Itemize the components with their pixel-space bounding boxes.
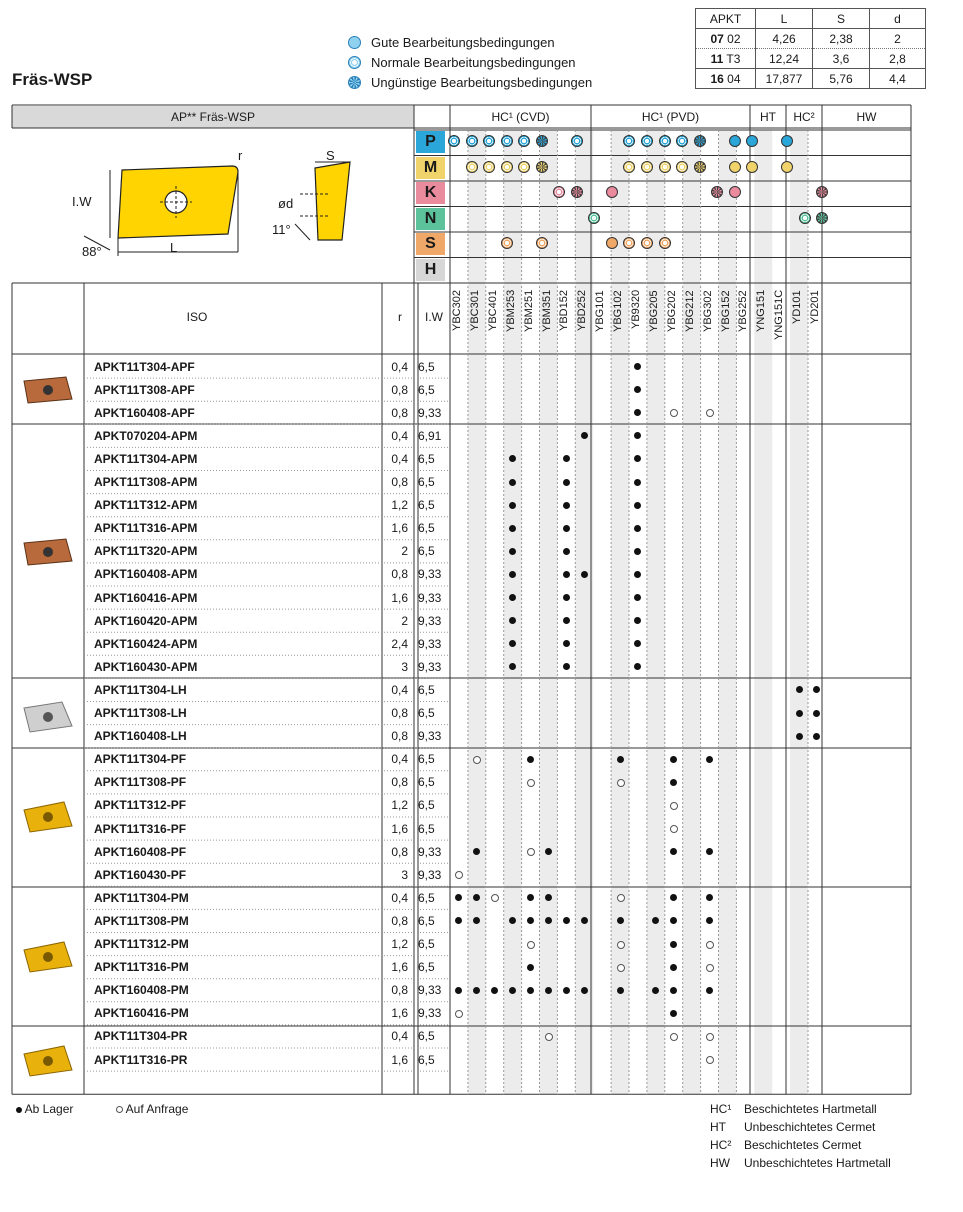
group-hc1-pvd: HC¹ (PVD): [641, 110, 700, 124]
good-condition-icon: [606, 237, 618, 249]
radius-value: 0,4: [391, 890, 408, 905]
normal-condition-icon: [623, 161, 635, 173]
request-ring: [617, 894, 625, 902]
stock-dot: [509, 571, 516, 578]
bad-condition-icon: [694, 161, 706, 173]
abbrev-text: Beschichtetes Hartmetall: [744, 1102, 877, 1116]
request-ring: [706, 964, 714, 972]
on-request-label: Auf Anfrage: [125, 1102, 189, 1116]
radius-value: 0,8: [391, 729, 408, 744]
insert-image-lh: [22, 700, 74, 734]
dims-cell: 2,8: [870, 49, 926, 69]
lw-value: 6,5: [418, 682, 435, 697]
lw-value: 9,33: [418, 844, 442, 859]
iso-code: APKT11T304-PR: [94, 1029, 188, 1044]
lw-value: 6,5: [418, 775, 435, 790]
iso-code: APKT160408-APF: [94, 405, 195, 420]
lw-value: 6,5: [418, 960, 435, 975]
radius-value: 0,4: [391, 359, 408, 374]
iso-code: APKT11T308-APF: [94, 382, 195, 397]
request-ring: [527, 779, 535, 787]
stock-dot: [617, 917, 624, 924]
grade-label: YBC401: [486, 290, 499, 331]
bad-condition-icon: [571, 186, 583, 198]
radius-value: 2,4: [391, 636, 408, 651]
lw-value: 6,5: [418, 1029, 435, 1044]
radius-value: 0,4: [391, 451, 408, 466]
iso-code: APKT11T304-APF: [94, 359, 195, 374]
grade-label: YBC301: [468, 290, 481, 331]
normal-condition-icon: [448, 135, 460, 147]
material-n: N: [416, 208, 445, 230]
radius-value: 0,8: [391, 913, 408, 928]
dims-cell: 4,26: [756, 29, 813, 49]
bad-condition-icon: [536, 161, 548, 173]
radius-value: 0,4: [391, 682, 408, 697]
lw-value: 9,33: [418, 405, 442, 420]
good-condition-icon: [729, 135, 741, 147]
bad-condition-icon: [816, 212, 828, 224]
radius-value: 0,8: [391, 706, 408, 720]
radius-value: 0,4: [391, 1029, 408, 1044]
radius-value: 0,8: [391, 844, 408, 859]
grade-label: YBG205: [647, 290, 660, 332]
dims-header: APKT: [696, 9, 756, 29]
normal-condition-icon: [536, 237, 548, 249]
radius-value: 1,6: [391, 590, 408, 605]
abbrev-key: HC²: [710, 1138, 732, 1152]
radius-value: 3: [401, 659, 408, 674]
iso-code: APKT160408-APM: [94, 567, 198, 582]
radius-value: 1,2: [391, 798, 408, 813]
legend-label: Ungünstige Bearbeitungsbedingungen: [371, 74, 593, 90]
iso-code: APKT11T304-LH: [94, 682, 187, 697]
lw-value: 6,5: [418, 498, 435, 513]
request-ring: [617, 779, 625, 787]
stock-dot: [670, 1010, 677, 1017]
lw-value: 6,5: [418, 798, 435, 813]
grade-label: YBM351: [540, 290, 553, 333]
drawing-s: S: [326, 148, 335, 163]
stock-dot: [563, 502, 570, 509]
lw-value: 6,5: [418, 706, 435, 720]
stock-dot: [670, 779, 677, 786]
radius-value: 1,6: [391, 1052, 408, 1067]
grade-label: YBG302: [701, 290, 714, 332]
iso-code: APKT160408-PF: [94, 844, 187, 859]
drawing-angle-11: 11°: [272, 222, 291, 237]
bad-condition-icon: [694, 135, 706, 147]
stock-dot: [581, 987, 588, 994]
lw-value: 9,33: [418, 659, 442, 674]
stock-dot: [509, 525, 516, 532]
group-ht: HT: [760, 110, 776, 124]
dims-header: S: [813, 9, 870, 29]
stock-dot: [706, 987, 713, 994]
stock-dot: [545, 987, 552, 994]
dims-header: d: [870, 9, 926, 29]
iso-code: APKT160408-LH: [94, 729, 187, 744]
normal-condition-icon: [641, 135, 653, 147]
stock-dot: [509, 548, 516, 555]
radius-value: 0,4: [391, 752, 408, 767]
good-condition-icon: [606, 186, 618, 198]
good-condition-icon: [729, 161, 741, 173]
lw-value: 9,33: [418, 729, 442, 744]
dims-cell: 4,4: [870, 69, 926, 89]
grade-label: YNG151C: [773, 290, 786, 341]
group-hc2: HC²: [793, 110, 815, 124]
stock-dot: [563, 987, 570, 994]
good-condition-icon: [781, 161, 793, 173]
drawing-d: ød: [278, 196, 294, 211]
grade-label: YD201: [809, 290, 821, 324]
stock-dot: [491, 987, 498, 994]
stock-dot: [670, 964, 677, 971]
grade-label: YBG101: [594, 290, 607, 332]
request-ring: [527, 941, 535, 949]
insert-image-pm: [22, 940, 74, 974]
iso-code: APKT160424-APM: [94, 636, 198, 651]
grade-label: YBM253: [504, 290, 517, 333]
stock-dot: [634, 479, 641, 486]
dims-size: 11 T3: [696, 49, 756, 69]
lw-header: I.W: [425, 310, 443, 324]
grade-label: YBG102: [612, 290, 625, 332]
stock-dot: [670, 756, 677, 763]
lw-value: 9,33: [418, 636, 442, 651]
stock-dot: [509, 479, 516, 486]
lw-value: 6,5: [418, 821, 435, 836]
iso-code: APKT11T308-PF: [94, 775, 187, 790]
good-condition-icon: [746, 161, 758, 173]
stock-dot: [563, 525, 570, 532]
drawing-angle-88: 88°: [82, 244, 102, 259]
abbrev-text: Beschichtetes Cermet: [744, 1138, 862, 1152]
iso-code: APKT11T308-APM: [94, 475, 198, 489]
iso-code: APKT11T320-APM: [94, 544, 198, 559]
iso-header: ISO: [186, 310, 208, 324]
iso-code: APKT11T304-PF: [94, 752, 187, 767]
stock-dot: [527, 964, 534, 971]
request-ring: [706, 1056, 714, 1064]
radius-value: 1,6: [391, 1006, 408, 1021]
abbrev-key: HC¹: [710, 1102, 732, 1116]
request-ring: [706, 941, 714, 949]
radius-value: 0,8: [391, 382, 408, 397]
insert-type-header: AP** Fräs-WSP: [170, 110, 255, 124]
request-ring: [545, 1033, 553, 1041]
radius-value: 0,4: [391, 428, 408, 443]
lw-value: 6,5: [418, 937, 435, 951]
radius-value: 0,8: [391, 983, 408, 998]
iso-code: APKT070204-APM: [94, 428, 198, 443]
request-ring-icon: [116, 1106, 123, 1113]
radius-value: 1,6: [391, 521, 408, 536]
lw-value: 6,5: [418, 890, 435, 905]
radius-value: 2: [401, 613, 408, 628]
stock-dot: [527, 987, 534, 994]
drawing-r: r: [238, 148, 243, 163]
radius-value: 0,8: [391, 567, 408, 582]
material-s: S: [416, 233, 445, 255]
iso-code: APKT160408-PM: [94, 983, 189, 998]
normal-condition-icon: [799, 212, 811, 224]
normal-condition-icon: [501, 237, 513, 249]
material-k: K: [416, 182, 445, 204]
stock-dot: [563, 617, 570, 624]
radius-value: 0,8: [391, 475, 408, 489]
radius-value: 0,8: [391, 405, 408, 420]
lw-value: 6,5: [418, 1052, 435, 1067]
grade-label: YBM251: [522, 290, 535, 333]
dims-cell: 2: [870, 29, 926, 49]
normal-condition-icon: [641, 161, 653, 173]
material-h: H: [416, 259, 445, 281]
bad-condition-icon: [536, 135, 548, 147]
grade-label: YNG151: [755, 290, 768, 333]
lw-value: 9,33: [418, 613, 442, 628]
drawing-lw: I.W: [72, 194, 92, 209]
normal-condition-icon: [659, 135, 671, 147]
normal-condition-icon: [466, 135, 478, 147]
iso-code: APKT11T316-PF: [94, 821, 187, 836]
normal-condition-icon: [501, 135, 513, 147]
insert-image-apm: [22, 537, 74, 567]
lw-value: 6,5: [418, 359, 435, 374]
insert-image-pr: [22, 1044, 74, 1078]
iso-code: APKT160416-PM: [94, 1006, 189, 1021]
iso-code: APKT11T312-APM: [94, 498, 198, 513]
grade-label: YBC302: [451, 290, 463, 331]
lw-value: 6,91: [418, 428, 442, 443]
stock-dot: [563, 479, 570, 486]
lw-value: 6,5: [418, 913, 435, 928]
grade-label: YBG152: [719, 290, 732, 332]
drawing-l: L: [170, 240, 178, 255]
stock-dot: [617, 756, 624, 763]
stock-dot: [527, 756, 534, 763]
stock-dot: [563, 594, 570, 601]
group-hw: HW: [856, 110, 877, 124]
radius-value: 1,6: [391, 960, 408, 975]
abbrev-key: HW: [710, 1156, 730, 1170]
iso-code: APKT11T304-APM: [94, 451, 198, 466]
grade-label: YBD152: [558, 290, 571, 331]
normal-condition-icon: [483, 135, 495, 147]
legend-label: Gute Bearbeitungsbedingungen: [371, 34, 555, 50]
lw-value: 9,33: [418, 983, 442, 998]
normal-condition-icon: [676, 135, 688, 147]
iso-code: APKT11T308-LH: [94, 706, 187, 720]
stock-dot: [509, 987, 516, 994]
dims-size: 07 02: [696, 29, 756, 49]
normal-condition-icon: [659, 237, 671, 249]
normal-condition-icon: [483, 161, 495, 173]
stock-dot: [563, 640, 570, 647]
stock-dot: [813, 710, 820, 717]
iso-code: APKT160430-APM: [94, 659, 198, 674]
material-p: P: [416, 131, 445, 153]
stock-dot: [796, 733, 803, 740]
r-header: r: [398, 310, 402, 324]
group-hc1-cvd: HC¹ (CVD): [491, 110, 550, 124]
dims-size: 16 04: [696, 69, 756, 89]
lw-value: 6,5: [418, 752, 435, 767]
insert-image-pf: [22, 800, 74, 834]
lw-value: 6,5: [418, 544, 435, 559]
radius-value: 1,2: [391, 937, 408, 951]
iso-code: APKT11T316-PM: [94, 960, 189, 975]
request-ring: [617, 964, 625, 972]
abbrev-key: HT: [710, 1120, 726, 1134]
insert-image-apf: [22, 375, 74, 405]
grade-label: YB9320: [630, 290, 642, 330]
stock-dot: [617, 987, 624, 994]
iso-code: APKT11T312-PM: [94, 937, 189, 951]
lw-value: 9,33: [418, 590, 442, 605]
iso-code: APKT11T316-PR: [94, 1052, 188, 1067]
normal-condition-icon: [659, 161, 671, 173]
radius-value: 1,2: [391, 498, 408, 513]
legend-label: Normale Bearbeitungsbedingungen: [371, 54, 576, 70]
iso-code: APKT160416-APM: [94, 590, 198, 605]
iso-code: APKT160420-APM: [94, 613, 198, 628]
normal-condition-icon: [501, 161, 513, 173]
request-ring: [617, 941, 625, 949]
dims-cell: 17,877: [756, 69, 813, 89]
normal-condition-icon: [588, 212, 600, 224]
stock-dot: [670, 941, 677, 948]
grade-label: YBG202: [665, 290, 678, 332]
request-ring: [706, 1033, 714, 1041]
iso-code: APKT11T304-PM: [94, 890, 189, 905]
iso-code: APKT11T312-PF: [94, 798, 187, 813]
stock-dot-icon: [16, 1107, 22, 1113]
normal-condition-icon: [676, 161, 688, 173]
normal-condition-icon: [641, 237, 653, 249]
page-title: Fräs-WSP: [12, 70, 93, 89]
stock-dot: [581, 571, 588, 578]
iso-code: APKT11T308-PM: [94, 913, 189, 928]
lw-value: 9,33: [418, 1006, 442, 1021]
stock-dot: [563, 571, 570, 578]
stock-dot: [796, 686, 803, 693]
radius-value: 3: [401, 867, 408, 882]
iso-code: APKT11T316-APM: [94, 521, 198, 536]
grade-label: YBG252: [737, 290, 750, 332]
stock-dot: [509, 502, 516, 509]
radius-value: 2: [401, 544, 408, 559]
lw-value: 9,33: [418, 867, 442, 882]
dims-header: L: [756, 9, 813, 29]
material-m: M: [416, 157, 445, 179]
stock-dot: [706, 756, 713, 763]
grade-label: YD101: [791, 290, 804, 324]
lw-value: 6,5: [418, 475, 435, 489]
stock-dot: [670, 987, 677, 994]
grade-label: YBG212: [683, 290, 696, 332]
good-condition-icon: [729, 186, 741, 198]
iso-code: APKT160430-PF: [94, 867, 187, 882]
dims-cell: 3,6: [813, 49, 870, 69]
normal-condition-icon: [466, 161, 478, 173]
stock-dot: [796, 710, 803, 717]
lw-value: 6,5: [418, 382, 435, 397]
lw-value: 9,33: [418, 567, 442, 582]
abbrev-text: Unbeschichtetes Cermet: [744, 1120, 876, 1134]
grade-label: YBD252: [576, 290, 589, 331]
lw-value: 6,5: [418, 451, 435, 466]
normal-condition-icon: [571, 135, 583, 147]
dims-cell: 12,24: [756, 49, 813, 69]
stock-dot: [545, 848, 552, 855]
legend-on-request: [116, 1102, 188, 1116]
dims-cell: 5,76: [813, 69, 870, 89]
radius-value: 1,6: [391, 821, 408, 836]
normal-condition-icon: [518, 161, 530, 173]
stock-dot: [563, 548, 570, 555]
stock-label: Ab Lager: [24, 1102, 74, 1116]
dims-cell: 2,38: [813, 29, 870, 49]
legend-stock: [16, 1102, 73, 1116]
lw-value: 6,5: [418, 521, 435, 536]
abbrev-text: Unbeschichtetes Hartmetall: [744, 1156, 891, 1170]
radius-value: 0,8: [391, 775, 408, 790]
